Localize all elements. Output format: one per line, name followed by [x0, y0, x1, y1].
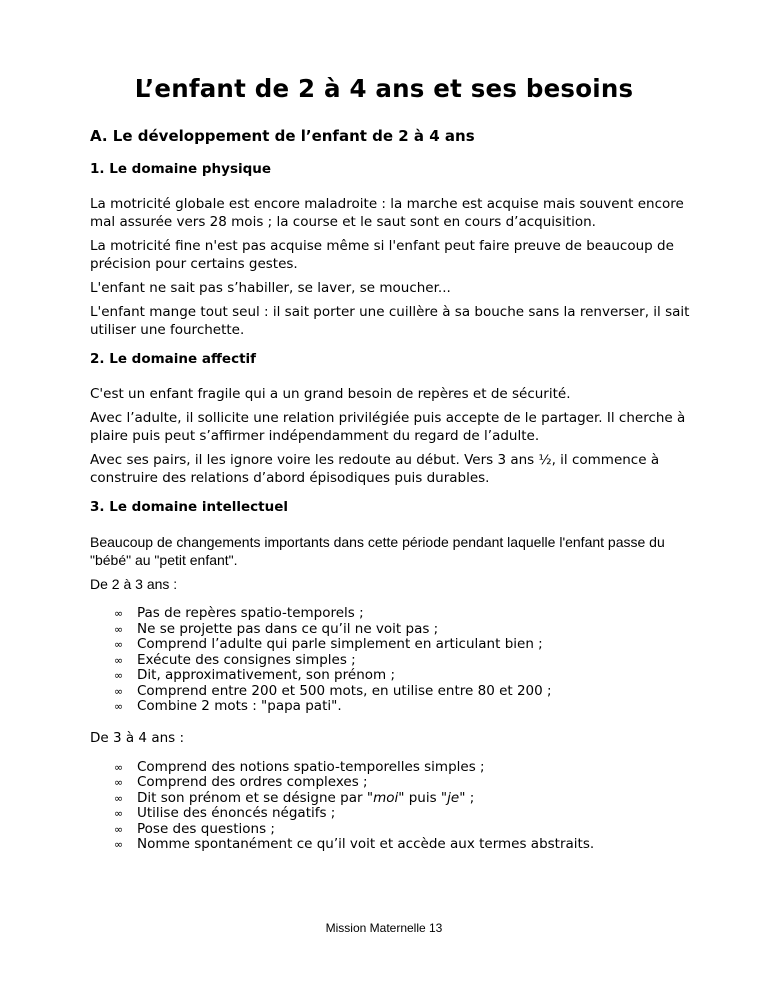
subsection-heading-physique: 1. Le domaine physique [90, 161, 272, 177]
page-footer: Mission Maternelle 13 [325, 921, 443, 935]
paragraph: Beaucoup de changements importants dans cette période pendant laquelle l'enfant passe du "bébé" au "petit enfant". [90, 534, 665, 568]
infinity-bullet-icon: ∞ [114, 669, 124, 682]
infinity-bullet-icon: ∞ [114, 822, 124, 836]
paragraph: Avec l’adulte, il sollicite une relation privilégiée puis accepte de le partager. Il cherche à plaire puis peut s’affirmer indépendamment du regard de l’adulte. [90, 410, 686, 444]
list-item: ∞ Pose des questions ; [114, 820, 275, 837]
list-item: ∞ Combine 2 mots : "papa pati". [114, 698, 342, 714]
infinity-bullet-icon: ∞ [114, 638, 124, 651]
infinity-bullet-icon: ∞ [114, 807, 124, 820]
infinity-bullet-icon: ∞ [114, 791, 124, 805]
list-item: ∞ Pas de repères spatio-temporels ; [114, 605, 364, 621]
bullet-list-age-2-3 [90, 606, 700, 715]
infinity-bullet-icon: ∞ [114, 607, 124, 620]
infinity-bullet-icon: ∞ [114, 684, 124, 698]
page-title: L’enfant de 2 à 4 ans et ses besoins [134, 74, 634, 103]
age-range-label: De 2 à 3 ans : [90, 576, 178, 592]
subsection-heading-affectif: 2. Le domaine affectif [90, 351, 257, 367]
subsection-heading-intellectuel: 3. Le domaine intellectuel [90, 499, 288, 515]
list-item: ∞ Comprend des ordres complexes ; [114, 774, 368, 790]
list-item: ∞ Dit son prénom et se désigne par "moi" puis "je" ; [114, 789, 475, 806]
paragraph: L'enfant mange tout seul : il sait porter une cuillère à sa bouche sans la renverser, il sait utiliser une fourchette. [90, 304, 690, 338]
infinity-bullet-icon: ∞ [114, 700, 124, 713]
paragraph: La motricité globale est encore maladroite : la marche est acquise mais souvent encore mal assurée vers 28 mois ; la course et le saut sont en cours d’acquisition. [90, 196, 684, 230]
list-item: ∞ Comprend entre 200 et 500 mots, en utilise entre 80 et 200 ; [114, 682, 552, 699]
list-item: ∞ Exécute des consignes simples ; [114, 651, 356, 668]
infinity-bullet-icon: ∞ [114, 776, 124, 789]
age-range-label: De 3 à 4 ans : [90, 729, 185, 746]
section-heading: A. Le développement de l’enfant de 2 à 4 ans [90, 127, 475, 145]
infinity-bullet-icon: ∞ [114, 760, 124, 774]
list-item: ∞ Utilise des énoncés négatifs ; [114, 805, 336, 821]
list-item: ∞ Dit, approximativement, son prénom ; [114, 667, 395, 683]
infinity-bullet-icon: ∞ [114, 653, 124, 667]
paragraph: C'est un enfant fragile qui a un grand besoin de repères et de sécurité. [90, 386, 571, 402]
paragraph: La motricité fine n'est pas acquise même si l'enfant peut faire preuve de beaucoup de précision pour certains gestes. [90, 238, 674, 272]
bullet-list-age-3-4 [90, 760, 700, 853]
infinity-bullet-icon: ∞ [114, 622, 124, 636]
paragraph: L'enfant ne sait pas s’habiller, se laver, se moucher... [90, 280, 451, 296]
infinity-bullet-icon: ∞ [114, 838, 124, 851]
document-body [90, 120, 700, 853]
list-item: ∞ Nomme spontanément ce qu’il voit et accède aux termes abstraits. [114, 836, 595, 852]
list-item: ∞ Comprend des notions spatio-temporelles simples ; [114, 758, 485, 775]
paragraph: Avec ses pairs, il les ignore voire les redoute au début. Vers 3 ans ½, il commence à construire des relations d’abord épisodiques puis durables. [90, 452, 660, 486]
list-item: ∞ Comprend l’adulte qui parle simplement en articulant bien ; [114, 636, 543, 652]
list-item: ∞ Ne se projette pas dans ce qu’il ne voit pas ; [114, 620, 439, 637]
